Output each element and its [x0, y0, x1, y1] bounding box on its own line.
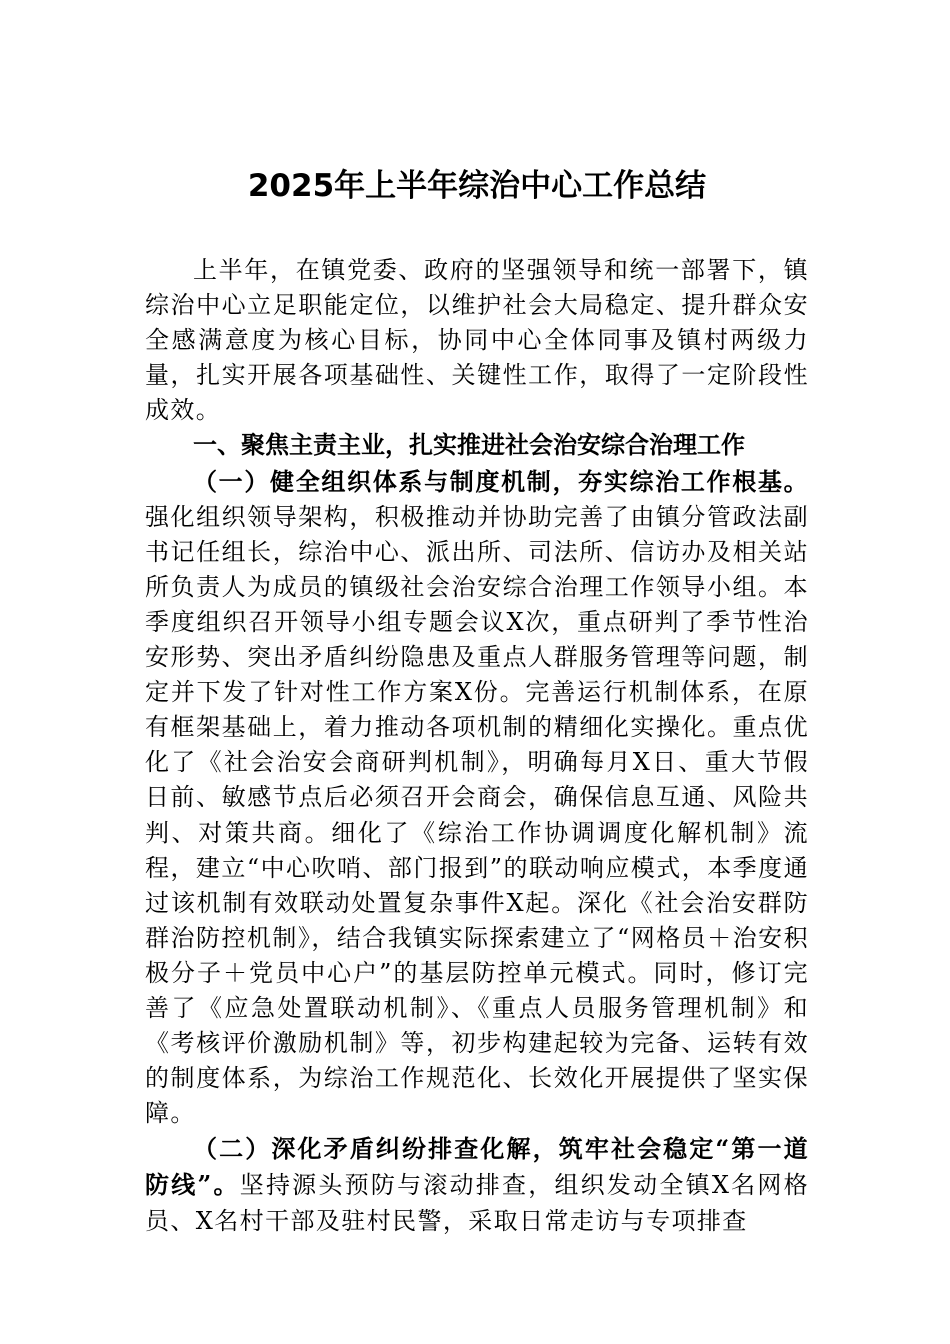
document-page: [145, 0, 809, 1344]
section-1-item-1-text: 强化组织领导架构，积极推动并协助完善了由镇分管政法副书记任组长，综治中心、派出所、司法所、信访办及相关站所负责人为成员的镇级社会治安综合治理工作领导小组。本季度组织召开领导小组专题会议X次，重点研判了季节性治安形势、突出矛盾纠纷隐患及重点人群服务管理等问题，制定并下发了针对性工作方案X份。完善运行机制体系，在原有框架基础上，着力推动各项机制的精细化实操化。重点优化了《社会治安会商研判机制》，明确每月X日、重大节假日前、敏感节点后必须召开会商会，确保信息互通、风险共判、对策共商。细化了《综治工作协调调度化解机制》流程，建立“中心吹哨、部门报到”的联动响应模式，本季度通过该机制有效联动处置复杂事件X起。深化《社会治安群防群治防控机制》，结合我镇实际探索建立了“网格员＋治安积极分子＋党员中心户”的基层防控单元模式。同时，修订完善了《应急处置联动机制》、《重点人员服务管理机制》和《考核评价激励机制》等，初步构建起较为完备、运转有效的制度体系，为综治工作规范化、长效化开展提供了坚实保障。: [145, 502, 809, 1128]
document-title: 2025年上半年综治中心工作总结: [247, 168, 707, 204]
section-1-heading: 一、聚焦主责主业，扎实推进社会治安综合治理工作: [193, 431, 745, 460]
section-1-item-2-subheading: （二）深化矛盾纠纷排查化解，筑牢社会稳定“第一道防线”。: [145, 1134, 809, 1200]
section-1-item-2-text: 坚持源头预防与滚动排查，组织发动全镇X名网格员、X名村干部及驻村民警，采取日常走访与专项排查: [145, 1171, 809, 1235]
section-1-item-1-subheading: （一）健全组织体系与制度机制，夯实综治工作根基。: [193, 466, 809, 496]
document-body: [145, 253, 809, 1239]
section-1-item-1-paragraph: [145, 464, 809, 1132]
intro-paragraph: 上半年，在镇党委、政府的坚强领导和统一部署下，镇综治中心立足职能定位，以维护社会大局稳定、提升群众安全感满意度为核心目标，协同中心全体同事及镇村两级力量，扎实开展各项基础性、关键性工作，取得了一定阶段性成效。: [145, 256, 809, 425]
section-1-item-2-paragraph: [145, 1131, 809, 1238]
